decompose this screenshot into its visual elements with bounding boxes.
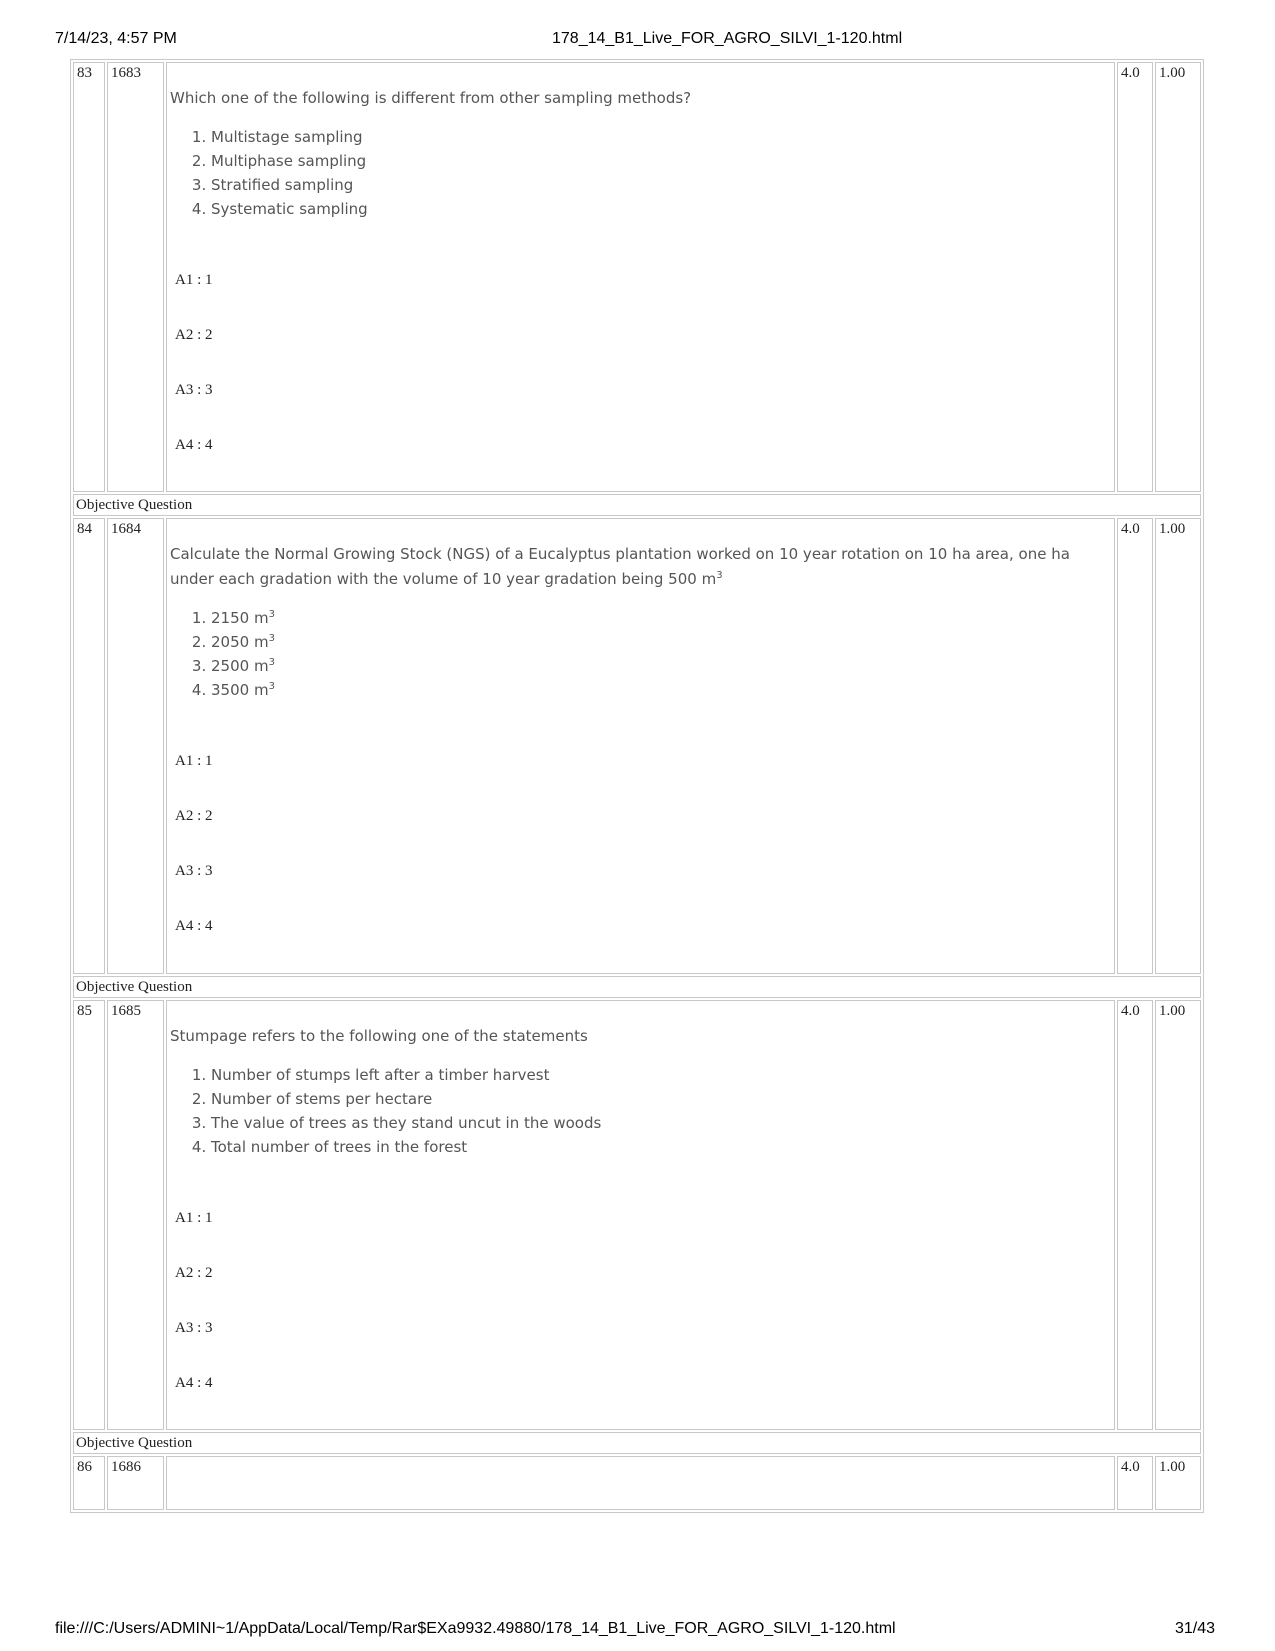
option-text: 2150 m — [211, 609, 269, 627]
option-text: 3500 m — [211, 681, 269, 699]
option-item: 3. Stratified sampling — [211, 173, 1109, 197]
option-list — [170, 606, 1109, 702]
option-list — [170, 125, 1109, 221]
question-serial: 85 — [73, 1000, 105, 1430]
question-row — [73, 1456, 1201, 1510]
answer-item: A1 : 1 — [175, 272, 213, 288]
option-item: 1. Number of stumps left after a timber harvest — [211, 1063, 1109, 1087]
print-datetime: 7/14/23, 4:57 PM — [55, 30, 177, 47]
print-footer — [55, 1620, 1215, 1642]
option-item: 4. Total number of trees in the forest — [211, 1135, 1109, 1159]
question-table — [70, 59, 1204, 1513]
question-text — [170, 542, 1109, 592]
question-row — [73, 518, 1201, 974]
print-doc-title: 178_14_B1_Live_FOR_AGRO_SILVI_1-120.html — [552, 30, 903, 47]
question-serial: 83 — [73, 62, 105, 492]
print-page-number: 31/43 — [1174, 1620, 1215, 1637]
superscript: 3 — [268, 633, 275, 644]
question-serial: 86 — [73, 1456, 105, 1510]
answer-item: A3 : 3 — [175, 1320, 213, 1336]
option-item — [211, 654, 1109, 678]
option-item — [211, 630, 1109, 654]
question-content — [166, 1456, 1115, 1510]
question-id: 1686 — [107, 1456, 164, 1510]
question-id: 1685 — [107, 1000, 164, 1430]
question-type-label: Objective Question — [73, 1432, 1201, 1454]
question-id: 1683 — [107, 62, 164, 492]
superscript: 3 — [716, 570, 723, 581]
question-row — [73, 62, 1201, 492]
option-item: 4. Systematic sampling — [211, 197, 1109, 221]
option-item: 3. The value of trees as they stand uncut in the woods — [211, 1111, 1109, 1135]
question-row — [73, 1000, 1201, 1430]
answer-item: A3 : 3 — [175, 863, 213, 879]
question-id: 1684 — [107, 518, 164, 974]
question-negative-marks: 1.00 — [1155, 1456, 1201, 1510]
print-file-path: file:///C:/Users/ADMINI~1/AppData/Local/Temp/Rar$EXa9932.49880/178_14_B1_Live_FOR_AGRO_SILVI_1-120.html — [55, 1620, 896, 1637]
option-text: 2500 m — [211, 657, 269, 675]
question-marks: 4.0 — [1117, 1456, 1153, 1510]
question-content — [166, 518, 1115, 974]
superscript: 3 — [268, 681, 275, 692]
question-content — [166, 62, 1115, 492]
answer-list — [170, 271, 1109, 491]
option-item: 2. Multiphase sampling — [211, 149, 1109, 173]
answer-item: A3 : 3 — [175, 382, 213, 398]
question-text: Which one of the following is different from other sampling methods? — [170, 89, 692, 107]
option-item: 2. Number of stems per hectare — [211, 1087, 1109, 1111]
question-marks: 4.0 — [1117, 518, 1153, 974]
question-serial: 84 — [73, 518, 105, 974]
option-list — [170, 1063, 1109, 1159]
answer-item: A1 : 1 — [175, 1210, 213, 1226]
option-item: 1. Multistage sampling — [211, 125, 1109, 149]
answer-list — [170, 752, 1109, 972]
question-negative-marks: 1.00 — [1155, 62, 1201, 492]
answer-list — [170, 1209, 1109, 1429]
question-marks: 4.0 — [1117, 1000, 1153, 1430]
question-text-main: Calculate the Normal Growing Stock (NGS) of a Eucalyptus plantation worked on 10 year rotation on 10 ha area, one ha under each gradation with the volume of 10 year gradation being 500 m — [170, 545, 1070, 588]
superscript: 3 — [268, 609, 275, 620]
answer-item: A4 : 4 — [175, 918, 213, 934]
question-negative-marks: 1.00 — [1155, 1000, 1201, 1430]
answer-item: A2 : 2 — [175, 808, 213, 824]
question-marks: 4.0 — [1117, 62, 1153, 492]
superscript: 3 — [268, 657, 275, 668]
answer-item: A2 : 2 — [175, 327, 213, 343]
question-content — [166, 1000, 1115, 1430]
question-type-label: Objective Question — [73, 976, 1201, 998]
answer-item: A4 : 4 — [175, 1375, 213, 1391]
option-item — [211, 606, 1109, 630]
option-item — [211, 678, 1109, 702]
answer-item: A4 : 4 — [175, 437, 213, 453]
question-negative-marks: 1.00 — [1155, 518, 1201, 974]
print-header — [55, 30, 1215, 52]
answer-item: A1 : 1 — [175, 753, 213, 769]
question-type-label: Objective Question — [73, 494, 1201, 516]
question-text: Stumpage refers to the following one of the statements — [170, 1027, 588, 1045]
answer-item: A2 : 2 — [175, 1265, 213, 1281]
option-text: 2050 m — [211, 633, 269, 651]
